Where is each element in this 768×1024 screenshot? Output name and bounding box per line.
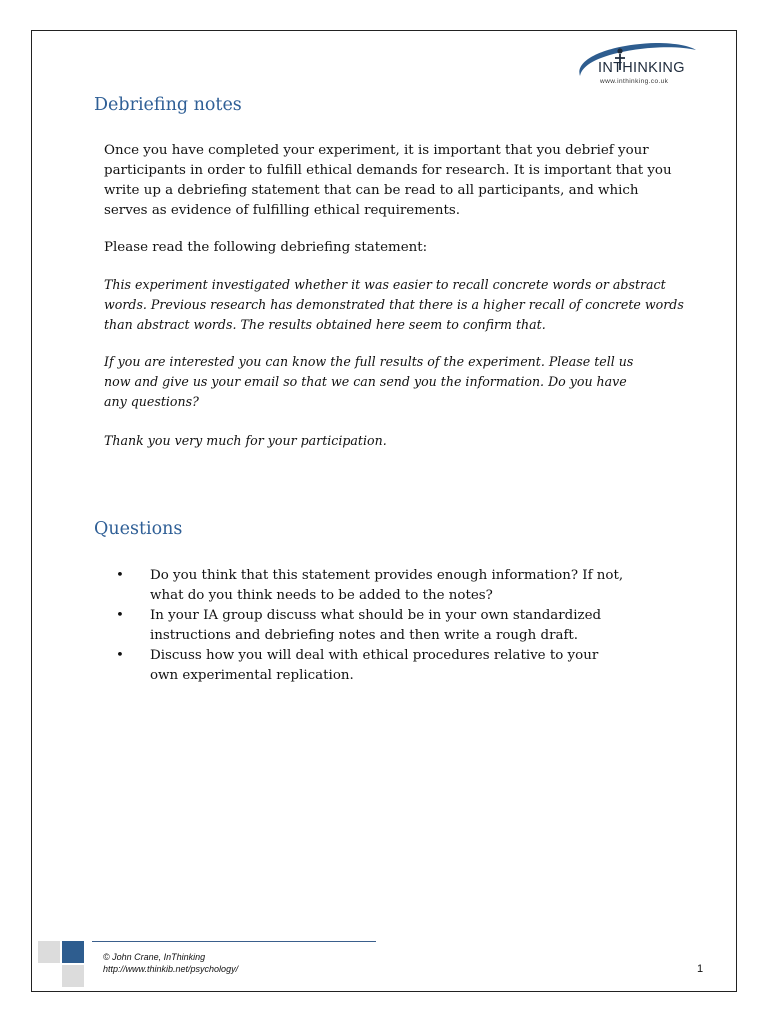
- question-line: In your IA group discuss what should be in your own standardized: [150, 608, 602, 623]
- footer-copyright: © John Crane, InThinking: [103, 952, 206, 962]
- bullet-glyph: •: [116, 608, 124, 623]
- logo-figure-head: [617, 48, 622, 53]
- intro-line: serves as evidence of fulfilling ethical requirements.: [104, 203, 460, 218]
- question-line: what do you think needs to be added to the notes?: [150, 588, 493, 603]
- statement-line: any questions?: [104, 394, 199, 409]
- question-line: instructions and debriefing notes and then write a rough draft.: [150, 628, 579, 643]
- footer-url[interactable]: http://www.thinkib.net/psychology/: [103, 964, 239, 974]
- bullet-glyph: •: [116, 568, 124, 583]
- questions-list: [114, 566, 623, 686]
- statement-line: This experiment investigated whether it was easier to recall concrete words or abstract: [104, 277, 666, 292]
- question-line: own experimental replication.: [150, 668, 354, 683]
- question-item: [114, 606, 623, 646]
- intro-line: Once you have completed your experiment, it is important that you debrief your: [104, 143, 649, 158]
- intro-line: participants in order to fulfill ethical demands for research. It is important that you: [104, 163, 672, 178]
- statement-line: If you are interested you can know the full results of the experiment. Please tell us: [104, 354, 634, 369]
- statement-paragraph-1: [104, 275, 684, 335]
- intro-paragraph: [104, 141, 672, 221]
- question-line: Do you think that this statement provides enough information? If not,: [150, 568, 624, 583]
- statement-line: words. Previous research has demonstrated that there is a higher recall of concrete words: [104, 297, 684, 312]
- statement-paragraph-2: [104, 352, 633, 412]
- instruction-text: Please read the following debriefing statement:: [104, 240, 428, 255]
- question-item: [114, 646, 623, 686]
- page-number: 1: [697, 963, 704, 975]
- footer-divider: [92, 941, 376, 942]
- question-line: Discuss how you will deal with ethical procedures relative to your: [150, 648, 599, 663]
- footer-square-light: [38, 941, 60, 963]
- bullet-glyph: •: [116, 648, 124, 663]
- intro-line: write up a debriefing statement that can be read to all participants, and which: [104, 183, 639, 198]
- question-item: [114, 566, 623, 606]
- questions-heading: Questions: [94, 519, 183, 539]
- footer-square-dark: [62, 941, 84, 963]
- debriefing-heading: Debriefing notes: [94, 95, 242, 115]
- statement-line: than abstract words. The results obtained here seem to confirm that.: [104, 317, 546, 332]
- logo-wordmark: INTHINKING: [598, 60, 685, 76]
- thanks-text: Thank you very much for your participation.: [104, 433, 387, 448]
- logo-url: www.inthinking.co.uk: [600, 78, 669, 85]
- statement-line: now and give us your email so that we can send you the information. Do you have: [104, 374, 627, 389]
- footer-square-light: [62, 965, 84, 987]
